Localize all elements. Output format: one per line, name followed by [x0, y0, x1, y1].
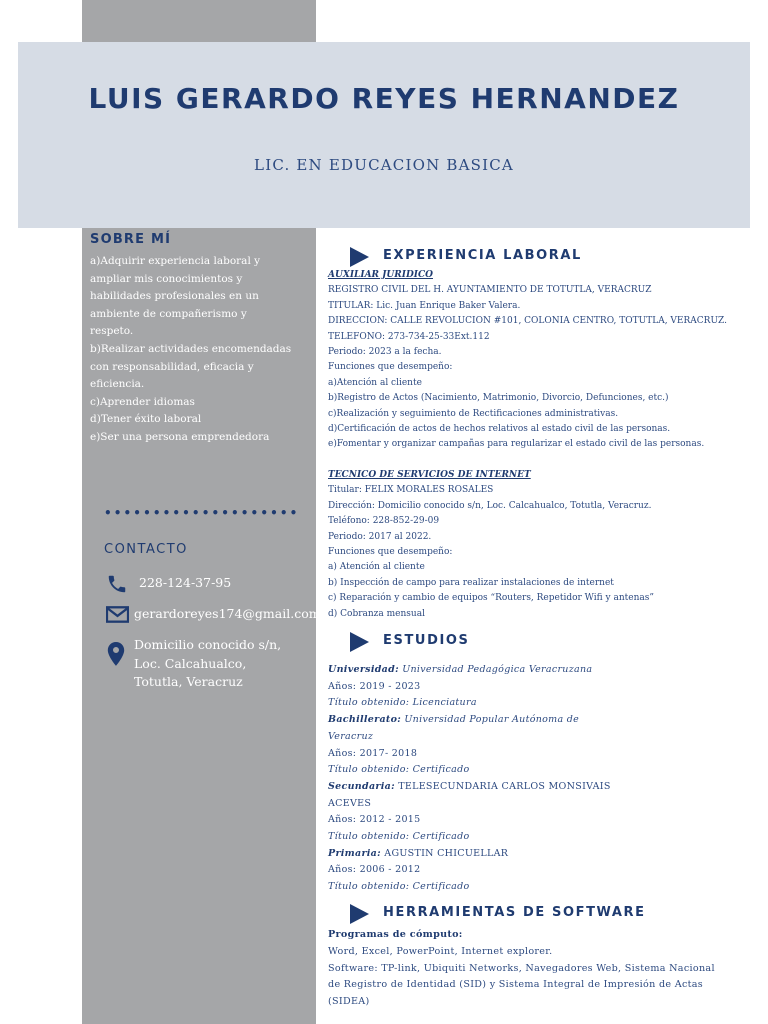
contact-address: [134, 636, 314, 692]
job-line: b)Registro de Actos (Nacimiento, Matrimonio, Divorcio, Defunciones, etc.): [328, 393, 669, 404]
edu-degree: Título obtenido: Licenciatura: [328, 697, 477, 709]
job-line: Funciones que desempeño:: [328, 362, 453, 373]
edu-level-label: Universidad:: [328, 664, 399, 675]
contact-email[interactable]: gerardoreyes174@gmail.com: [134, 606, 321, 621]
triangle-bullet-icon: [350, 632, 369, 652]
edu-degree: Título obtenido: Certificado: [328, 831, 470, 843]
job-title: TECNICO DE SERVICIOS DE INTERNET: [328, 470, 531, 480]
edu-school-cont: ACEVES: [328, 797, 372, 809]
job-line: d) Cobranza mensual: [328, 608, 425, 619]
edu-years: Años: 2019 - 2023: [328, 680, 421, 692]
job-title: AUXILIAR JURIDICO: [328, 270, 433, 280]
contact-heading: CONTACTO: [104, 542, 188, 557]
job-line: Funciones que desempeño:: [328, 547, 453, 558]
edu-school: TELESECUNDARIA CARLOS MONSIVAIS: [398, 780, 611, 792]
about-line: habilidades profesionales en un: [90, 290, 259, 303]
job-line: TITULAR: Lic. Juan Enrique Baker Valera.: [328, 300, 521, 311]
about-line: b)Realizar actividades encomendadas: [90, 342, 292, 355]
edu-school: Universidad Pedagógica Veracruzana: [402, 664, 593, 675]
edu-highschool: [328, 712, 628, 729]
software-list: [328, 927, 738, 1011]
job-line: a) Atención al cliente: [328, 562, 425, 573]
about-heading: SOBRE MÍ: [90, 232, 172, 247]
address-line: Domicilio conocido s/n,: [134, 637, 282, 652]
map-pin-icon: [106, 641, 128, 663]
experience-heading-label: EXPERIENCIA LABORAL: [383, 248, 582, 263]
about-line: eficiencia.: [90, 378, 145, 391]
job-line: Teléfono: 228-852-29-09: [328, 516, 440, 527]
programs-label: Programas de cómputo:: [328, 929, 463, 940]
software-line: (SIDEA): [328, 996, 370, 1008]
job-line: Periodo: 2017 al 2022.: [328, 531, 432, 542]
edu-degree: Título obtenido: Certificado: [328, 764, 470, 776]
software-line: de Registro de Identidad (SID) y Sistema Integral de Impresión de Actas: [328, 979, 704, 991]
edu-school: Universidad Popular Autónoma de: [404, 714, 580, 726]
job-line: c)Realización y seguimiento de Rectificaciones administrativas.: [328, 408, 619, 419]
about-line: e)Ser una persona emprendedora: [90, 430, 270, 443]
phone-icon: [106, 573, 128, 595]
education-list: [328, 662, 628, 896]
header-band: [18, 42, 750, 228]
edu-level-label: Primaria:: [328, 847, 381, 859]
programs-text: Word, Excel, PowerPoint, Internet explorer.: [328, 945, 553, 957]
about-text: [90, 253, 312, 447]
about-line: ambiente de compañerismo y: [90, 307, 247, 320]
edu-degree: Título obtenido: Certificado: [328, 881, 470, 893]
job-line: REGISTRO CIVIL DEL H. AYUNTAMIENTO DE TOTUTLA, VERACRUZ: [328, 285, 652, 296]
professional-title: LIC. EN EDUCACION BASICA: [254, 156, 514, 174]
education-heading-label: ESTUDIOS: [383, 633, 470, 648]
triangle-bullet-icon: [350, 247, 369, 267]
edu-level-label: Bachillerato:: [328, 714, 402, 726]
edu-secondary: [328, 779, 628, 796]
edu-school: AGUSTIN CHICUELLAR: [384, 847, 509, 859]
job-line: c) Reparación y cambio de equipos “Routers, Repetidor Wifi y antenas”: [328, 593, 654, 604]
dotted-divider: ••••••••••••••••••••: [104, 506, 300, 520]
edu-years: Años: 2017- 2018: [328, 747, 418, 759]
edu-school-cont: Veracruz: [328, 730, 374, 742]
about-line: ampliar mis conocimientos y: [90, 272, 243, 285]
edu-years: Años: 2006 - 2012: [328, 864, 421, 876]
edu-primary: [328, 846, 628, 863]
about-line: d)Tener éxito laboral: [90, 413, 202, 426]
edu-years: Años: 2012 - 2015: [328, 814, 421, 826]
address-line: Totutla, Veracruz: [134, 674, 243, 689]
job-line: DIRECCION: CALLE REVOLUCION #101, COLONIA CENTRO, TOTUTLA, VERACRUZ.: [328, 316, 727, 327]
about-line: respeto.: [90, 325, 134, 338]
address-line: Loc. Calcahualco,: [134, 655, 247, 671]
job-line: TELEFONO: 273-734-25-33Ext.112: [328, 331, 490, 342]
mail-icon: [106, 604, 128, 626]
edu-level-label: Secundaria:: [328, 780, 395, 792]
contact-phone[interactable]: 228-124-37-95: [139, 575, 232, 590]
job-entry: [328, 468, 750, 622]
about-line: con responsabilidad, eficacia y: [90, 360, 254, 373]
about-line: c)Aprender idiomas: [90, 395, 195, 408]
software-line: Software: TP-link, Ubiquiti Networks, Navegadores Web, Sistema Nacional: [328, 962, 715, 974]
software-heading-label: HERRAMIENTAS DE SOFTWARE: [383, 905, 646, 920]
job-line: e)Fomentar y organizar campañas para regularizar el estado civil de las personas.: [328, 439, 705, 450]
job-line: Periodo: 2023 a la fecha.: [328, 347, 442, 358]
person-name: LUIS GERARDO REYES HERNANDEZ: [88, 82, 680, 115]
job-line: a)Atención al cliente: [328, 377, 422, 388]
triangle-bullet-icon: [350, 904, 369, 924]
about-line: a)Adquirir experiencia laboral y: [90, 255, 261, 267]
job-line: d)Certificación de actos de hechos relativos al estado civil de las personas.: [328, 424, 671, 435]
job-line: Dirección: Domicilio conocido s/n, Loc. Calcahualco, Totutla, Veracruz.: [328, 500, 652, 511]
job-line: b) Inspección de campo para realizar instalaciones de internet: [328, 577, 614, 588]
job-entry: [328, 268, 750, 453]
edu-university: [328, 662, 628, 679]
job-line: Titular: FELIX MORALES ROSALES: [328, 485, 494, 496]
